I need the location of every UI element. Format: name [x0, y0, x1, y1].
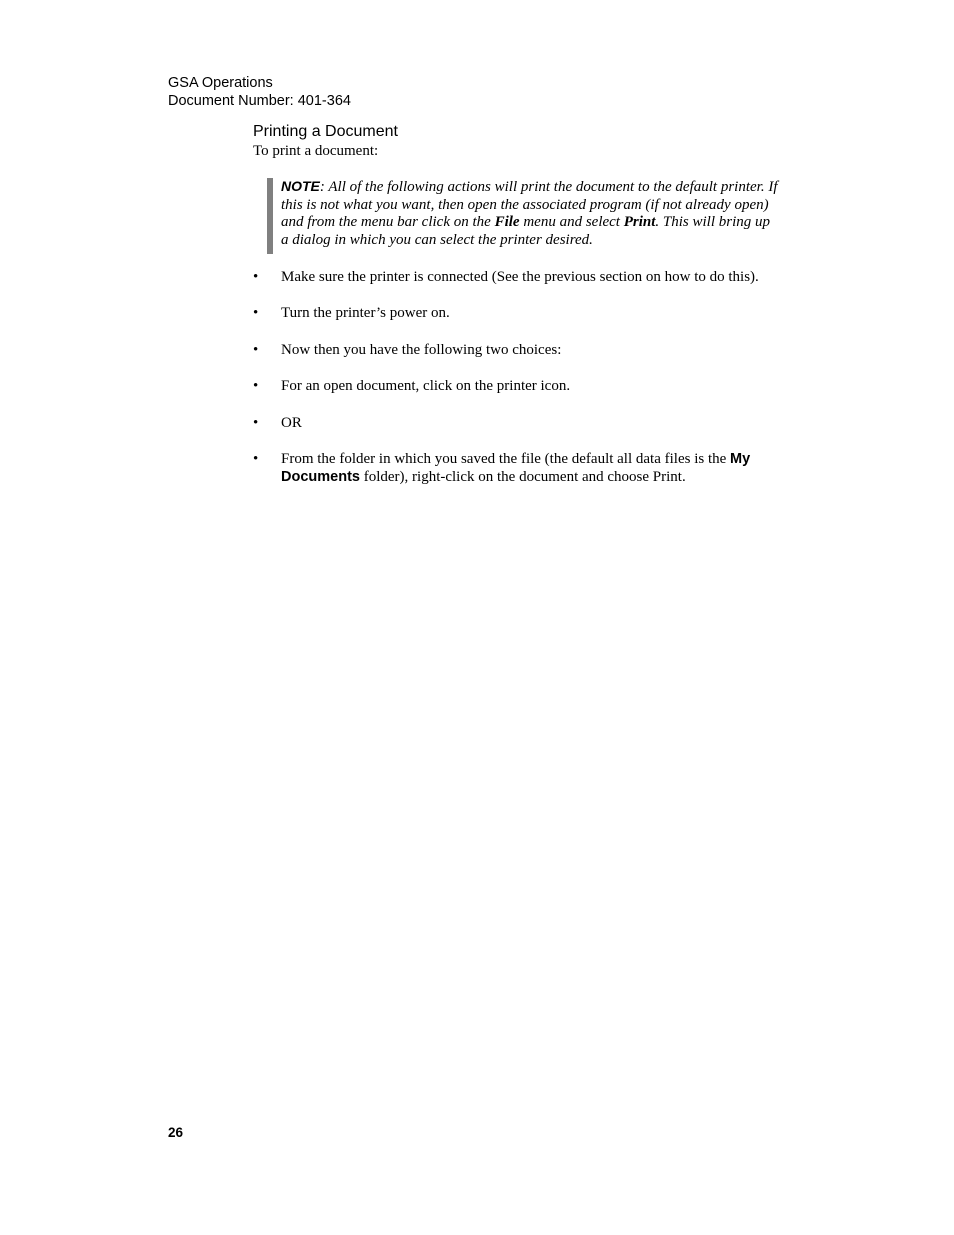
- list-item-text: OR: [281, 414, 302, 431]
- list-item: [253, 450, 793, 486]
- bullet-icon: •: [253, 341, 259, 358]
- section-intro: To print a document:: [253, 143, 379, 159]
- list-item-text: Now then you have the following two choices:: [281, 341, 562, 358]
- header-document-number: Document Number: 401-364: [168, 93, 351, 109]
- list-item-text-part-a: From the folder in which you saved the file (the default all data files is the: [281, 450, 731, 467]
- note-text-part-b: menu and select: [519, 214, 624, 231]
- instruction-list: [253, 268, 793, 504]
- page-number: 26: [168, 1125, 184, 1140]
- list-item: [253, 304, 793, 322]
- bullet-icon: •: [253, 450, 259, 467]
- bullet-icon: •: [253, 414, 259, 431]
- note-label: NOTE: [281, 178, 320, 194]
- note-text-part-a: : All of the following actions will print the document to the default printer. If this is not what you want, then open the associated program (if not already open) and from the menu bar click on the: [281, 179, 778, 231]
- note-text: [281, 178, 781, 250]
- list-item-text: Make sure the printer is connected (See the previous section on how to do this).: [281, 269, 759, 285]
- section-title: Printing a Document: [253, 123, 398, 140]
- note-text-part-c: . This will bring up a dialog in which you can select the printer desired.: [281, 214, 771, 249]
- list-item-text: [281, 451, 750, 485]
- note-print-command: Print: [623, 214, 656, 231]
- list-item: [253, 414, 793, 432]
- list-item-text-part-b: folder), right-click on the document and choose Print.: [359, 468, 686, 485]
- bullet-icon: •: [253, 269, 259, 285]
- my-documents-folder: My Documents: [281, 450, 751, 485]
- list-item: [253, 268, 793, 286]
- list-item-text: Turn the printer’s power on.: [281, 305, 450, 322]
- note-file-menu: File: [494, 214, 520, 231]
- running-header: [168, 74, 351, 110]
- note-box: [267, 178, 779, 254]
- list-item: [253, 341, 793, 359]
- header-org: GSA Operations: [168, 75, 273, 91]
- list-item: [253, 377, 793, 395]
- bullet-icon: •: [253, 305, 259, 322]
- bullet-icon: •: [253, 378, 259, 395]
- list-item-text: For an open document, click on the printer icon.: [281, 378, 571, 395]
